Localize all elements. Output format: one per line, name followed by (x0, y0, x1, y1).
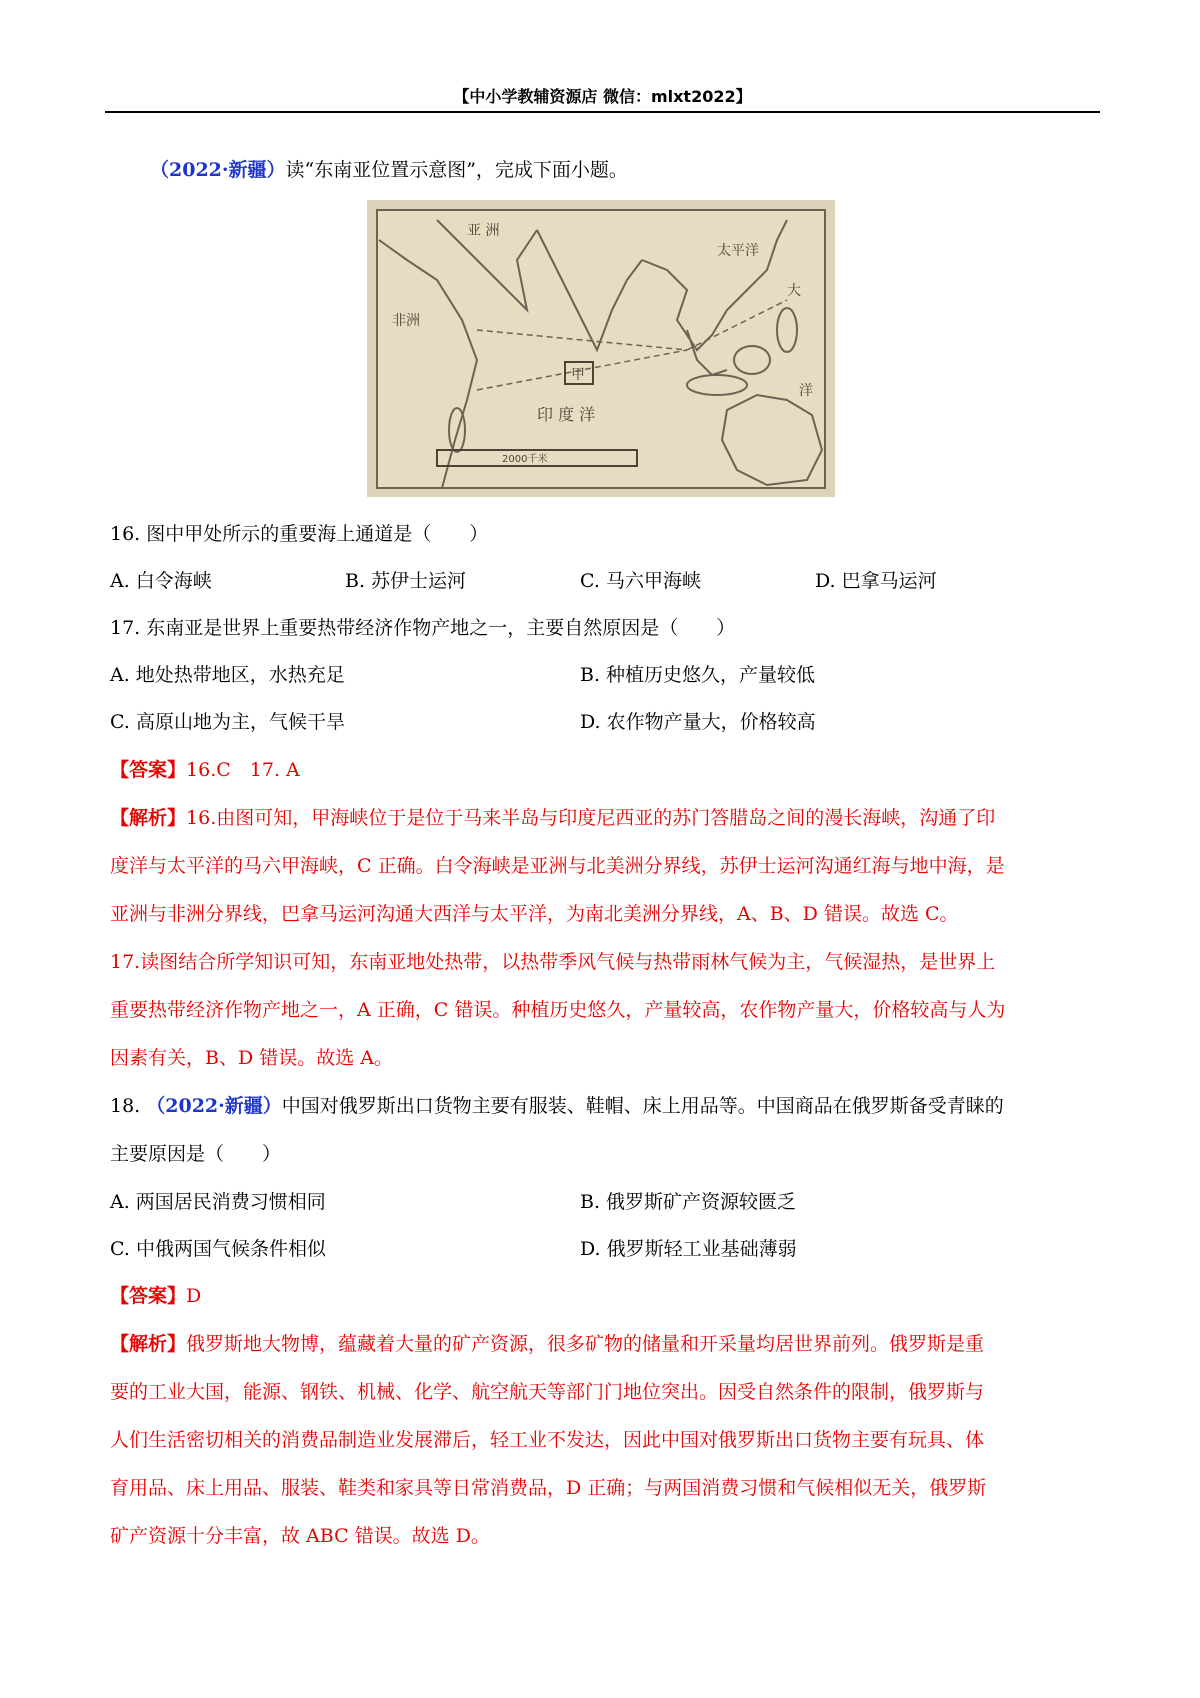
analysis-2-line-5: 矿产资源十分丰富，故 ABC 错误。故选 D。 (110, 1525, 490, 1547)
q16-option-c: C. 马六甲海峡 (580, 570, 701, 592)
analysis-2-line-4: 育用品、床上用品、服装、鞋类和家具等日常消费品，D 正确；与两国消费习惯和气候相似无关，俄罗斯 (110, 1477, 987, 1499)
map-label-pacific-yang: 洋 (799, 383, 813, 399)
map-label-pacific: 太平洋 (717, 243, 759, 259)
answer-1-text: 16.C 17. A (186, 759, 300, 781)
q16-option-a: A. 白令海峡 (110, 570, 212, 592)
map-label-jia: 甲 (571, 367, 585, 383)
q18-option-c: C. 中俄两国气候条件相似 (110, 1238, 326, 1260)
intro-source: （2022·新疆） (150, 159, 286, 181)
analysis-1-line-1 (110, 806, 995, 830)
q16-stem: 16. 图中甲处所示的重要海上通道是（ ） (110, 523, 489, 545)
answer-2 (110, 1284, 201, 1308)
map-label-africa: 非洲 (392, 313, 420, 329)
q17-stem: 17. 东南亚是世界上重要热带经济作物产地之一，主要自然原因是（ ） (110, 617, 736, 639)
q18-stem-line-1 (110, 1094, 1004, 1118)
analysis-1-line-2: 度洋与太平洋的马六甲海峡，C 正确。白令海峡是亚洲与北美洲分界线，苏伊士运河沟通红海与地中海，是 (110, 855, 1005, 877)
analysis-2-line-2: 要的工业大国，能源、钢铁、机械、化学、航空航天等部门门地位突出。因受自然条件的限制，俄罗斯与 (110, 1381, 985, 1403)
q18-stem-text: 中国对俄罗斯出口货物主要有服装、鞋帽、床上用品等。中国商品在俄罗斯备受青睐的 (281, 1095, 1004, 1117)
q18-source: （2022·新疆） (146, 1095, 282, 1117)
analysis-1-line-5: 重要热带经济作物产地之一，A 正确，C 错误。种植历史悠久，产量较高，农作物产量大，价格较高与人为 (110, 999, 1006, 1021)
analysis-2-line-1 (110, 1332, 984, 1356)
analysis-2-label: 【解析】 (110, 1333, 187, 1355)
analysis-1-label: 【解析】 (110, 807, 187, 829)
q16-option-d: D. 巴拿马运河 (815, 570, 937, 592)
analysis-2-text-1: 俄罗斯地大物博，蕴藏着大量的矿产资源，很多矿物的储量和开采量均居世界前列。俄罗斯是重 (186, 1333, 985, 1355)
q17-option-b: B. 种植历史悠久，产量较低 (580, 664, 816, 686)
answer-2-text: D (186, 1285, 202, 1307)
q16-option-b: B. 苏伊士运河 (345, 570, 467, 592)
map-label-indian-ocean: 印 度 洋 (537, 405, 596, 424)
analysis-1-text-1: 16.由图可知，甲海峡位于是位于马来半岛与印度尼西亚的苏门答腊岛之间的漫长海峡，沟通了印 (186, 807, 996, 829)
analysis-2-line-3: 人们生活密切相关的消费品制造业发展滞后，轻工业不发达，因此中国对俄罗斯出口货物主要有玩具、体 (110, 1429, 985, 1451)
q18-option-a: A. 两国居民消费习惯相同 (110, 1191, 326, 1213)
header-rule (105, 111, 1100, 113)
intro-line (150, 158, 628, 182)
q18-option-d: D. 俄罗斯轻工业基础薄弱 (580, 1238, 797, 1260)
map-drawing (367, 200, 835, 497)
q18-number: 18. (110, 1095, 147, 1117)
q17-option-a: A. 地处热带地区，水热充足 (110, 664, 345, 686)
map-label-pacific-da: 大 (787, 283, 801, 299)
analysis-1-line-3: 亚洲与非洲分界线，巴拿马运河沟通大西洋与太平洋，为南北美洲分界线，A、B、D 错误。故选 C。 (110, 903, 959, 925)
analysis-1-line-6: 因素有关，B、D 错误。故选 A。 (110, 1047, 393, 1069)
answer-2-label: 【答案】 (110, 1285, 187, 1307)
map-label-asia: 亚 洲 (467, 223, 500, 239)
q17-option-c: C. 高原山地为主，气候干旱 (110, 711, 345, 733)
answer-1 (110, 758, 300, 782)
intro-text: 读“东南亚位置示意图”，完成下面小题。 (285, 159, 628, 181)
page-header: 【中小学教辅资源店 微信：mlxt2022】 (453, 87, 752, 106)
q17-option-d: D. 农作物产量大，价格较高 (580, 711, 816, 733)
map-label-scale: 2000千米 (502, 454, 548, 465)
q18-stem-line-2: 主要原因是（ ） (110, 1143, 282, 1165)
answer-1-label: 【答案】 (110, 759, 187, 781)
analysis-1-line-4: 17.读图结合所学知识可知，东南亚地处热带，以热带季风气候与热带雨林气候为主，气候湿热，是世界上 (110, 951, 996, 973)
q18-option-b: B. 俄罗斯矿产资源较匮乏 (580, 1191, 797, 1213)
southeast-asia-map (367, 200, 835, 497)
